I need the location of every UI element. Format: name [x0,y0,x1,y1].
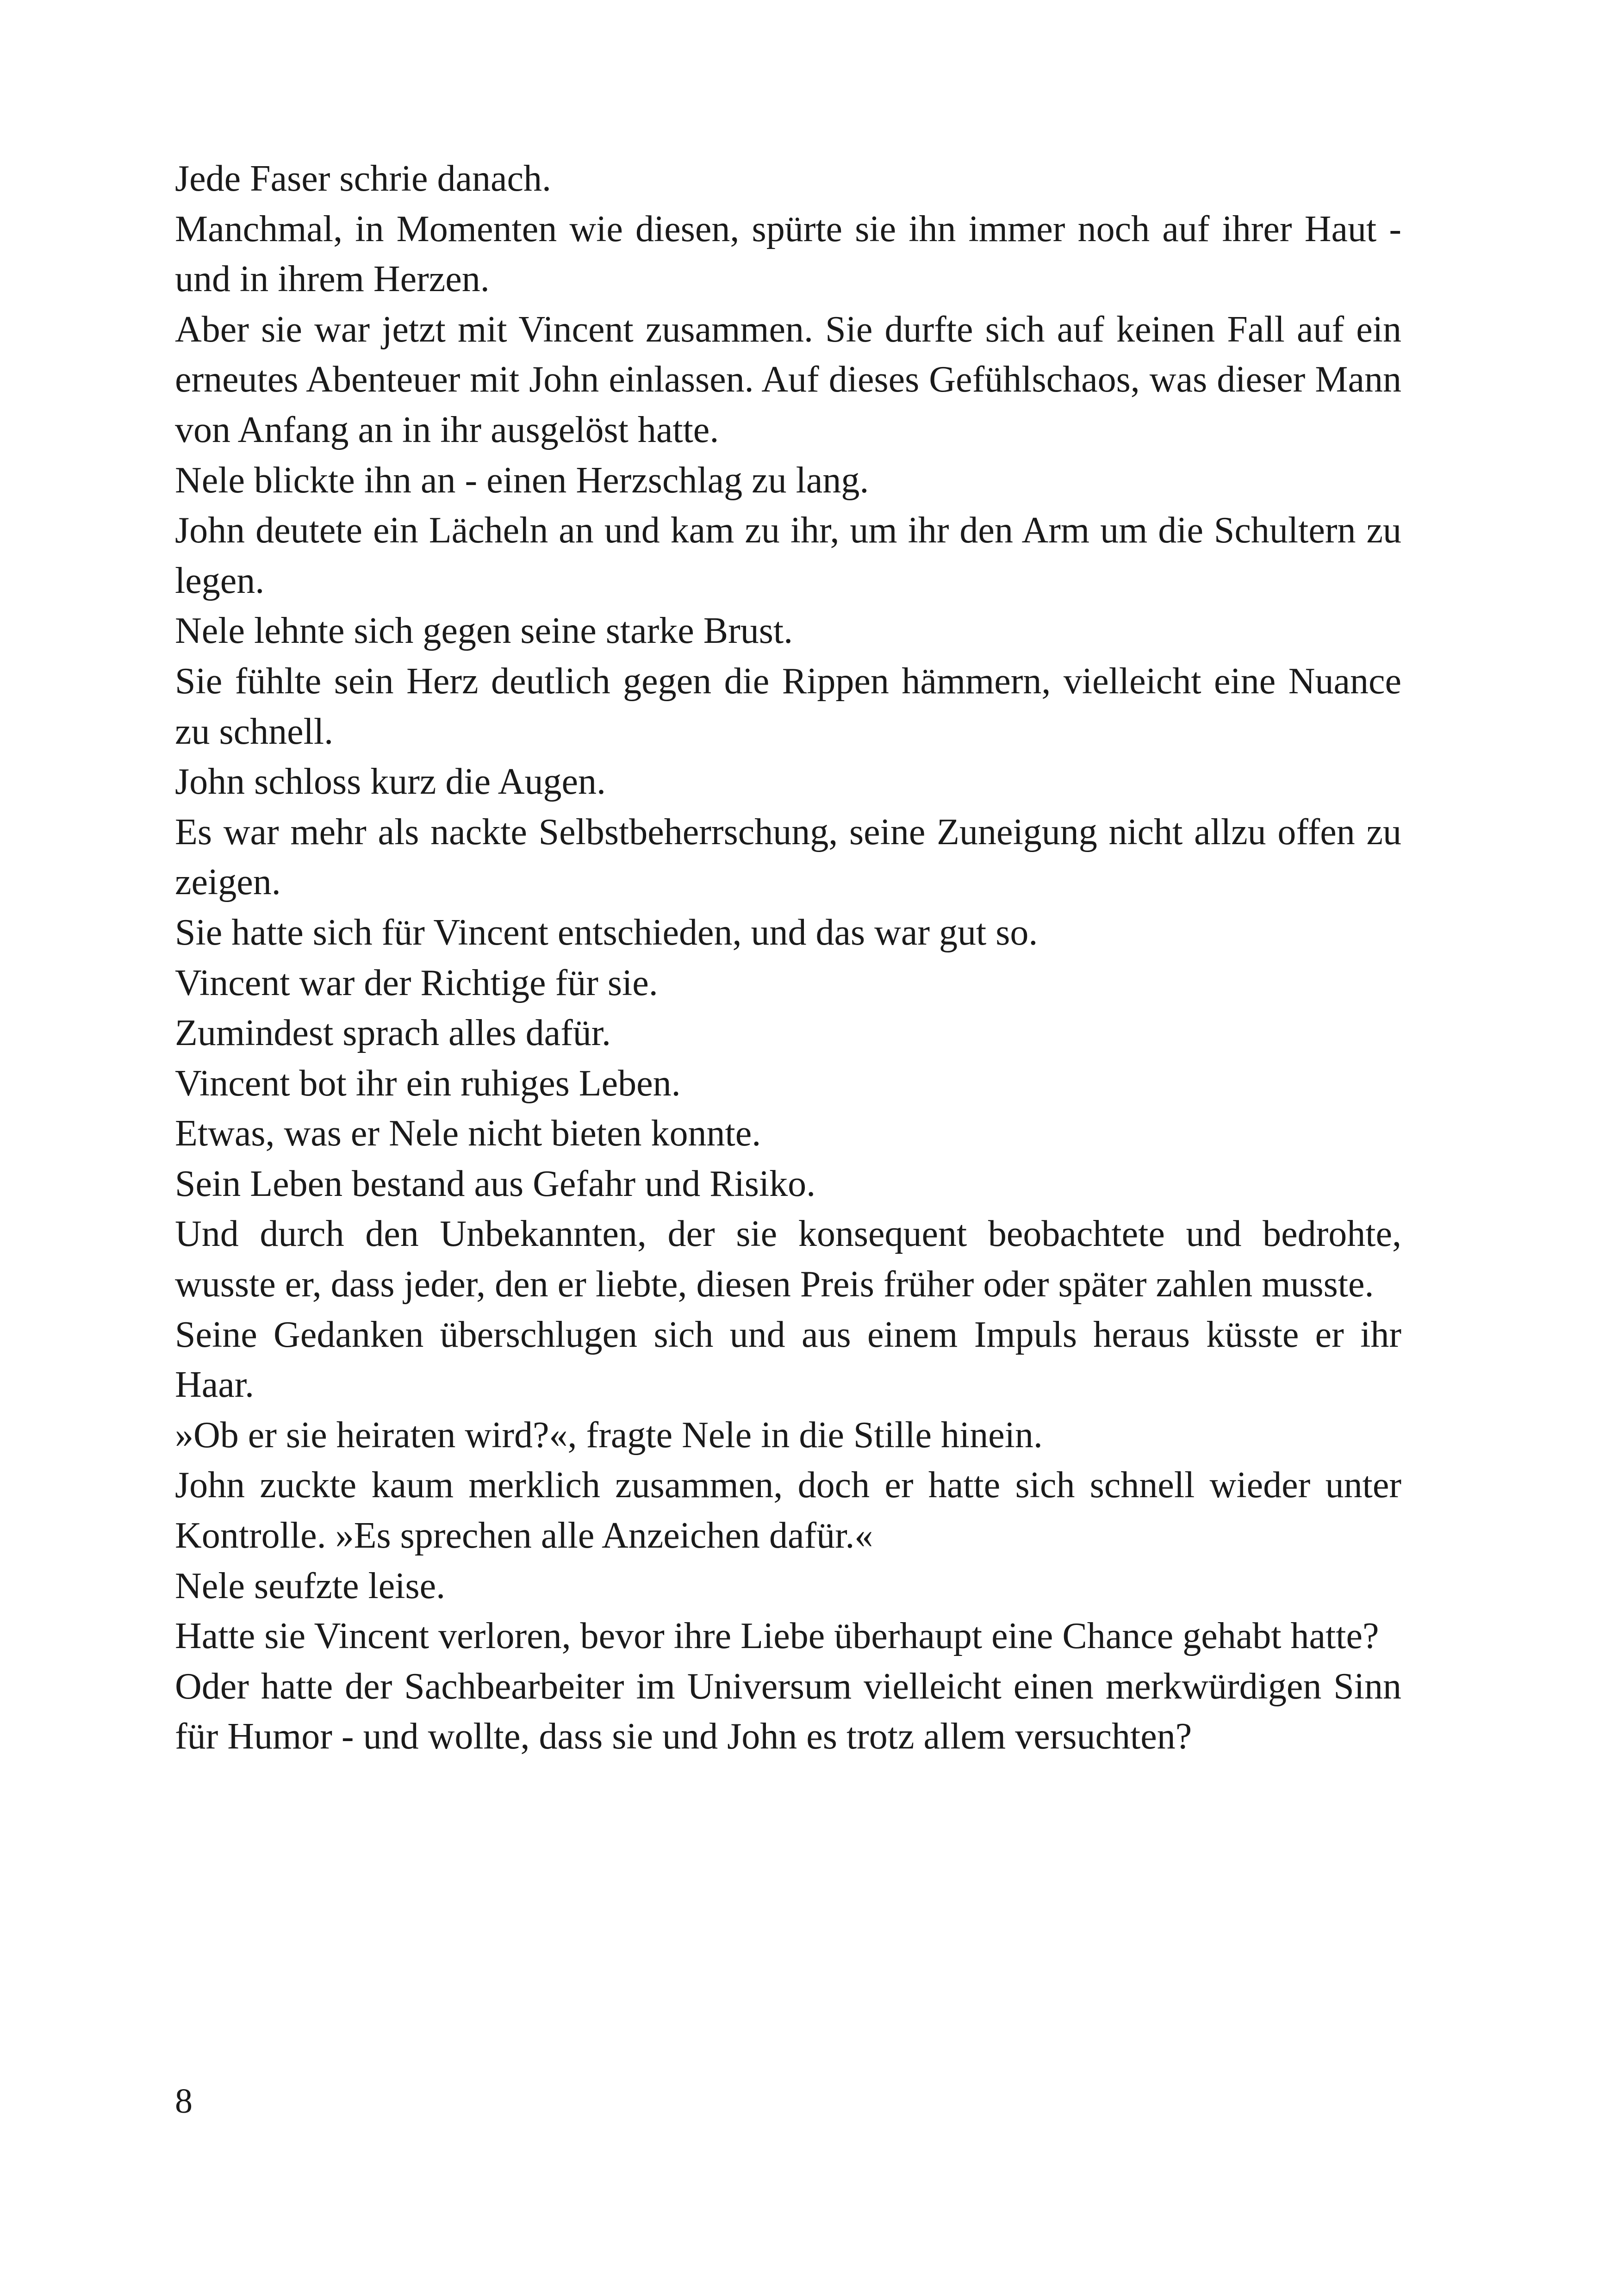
paragraph: Oder hatte der Sachbearbeiter im Universum vielleicht einen merkwürdigen Sinn für Humor - und wollte, dass sie und John es trotz allem versuchten? [175,1666,1401,1757]
paragraph: Etwas, was er Nele nicht bieten konnte. [175,1113,761,1154]
paragraph: »Ob er sie heiraten wird?«, fragte Nele in die Stille hinein. [175,1414,1043,1456]
page-number: 8 [175,2082,193,2121]
paragraph: Aber sie war jetzt mit Vincent zusammen. Sie durfte sich auf keinen Fall auf ein erneutes Abenteuer mit John einlassen. Auf dieses Gefühlschaos, was dieser Mann von Anfang an in ihr ausgelöst hatte. [175,309,1401,450]
paragraph: Hatte sie Vincent verloren, bevor ihre Liebe überhaupt eine Chance gehabt hatte? [175,1616,1379,1657]
paragraph: Zumindest sprach alles dafür. [175,1013,611,1054]
paragraph: Manchmal, in Momenten wie diesen, spürte sie ihn immer noch auf ihrer Haut - und in ihrem Herzen. [175,208,1401,300]
paragraph: Vincent war der Richtige für sie. [175,962,658,1003]
paragraph: Es war mehr als nackte Selbstbeherrschung, seine Zuneigung nicht allzu offen zu zeigen. [175,811,1401,903]
paragraph: John schloss kurz die Augen. [175,761,606,803]
paragraph: Seine Gedanken überschlugen sich und aus einem Impuls heraus küsste er ihr Haar. [175,1314,1401,1406]
paragraph: Und durch den Unbekannten, der sie konsequent beobachtete und bedrohte, wusste er, dass jeder, den er liebte, diesen Preis früher oder später zahlen musste. [175,1213,1401,1305]
paragraph: Nele seufzte leise. [175,1565,446,1606]
paragraph: Sie hatte sich für Vincent entschieden, und das war gut so. [175,912,1038,953]
paragraph: John deutete ein Lächeln an und kam zu ihr, um ihr den Arm um die Schultern zu legen. [175,510,1401,601]
body-text [175,154,1401,1762]
paragraph: John zuckte kaum merklich zusammen, doch er hatte sich schnell wieder unter Kontrolle. »Es sprechen alle Anzeichen dafür.« [175,1465,1401,1556]
paragraph: Nele blickte ihn an - einen Herzschlag zu lang. [175,460,869,501]
paragraph: Sein Leben bestand aus Gefahr und Risiko. [175,1163,816,1204]
paragraph: Nele lehnte sich gegen seine starke Brust. [175,610,793,652]
paragraph: Sie fühlte sein Herz deutlich gegen die Rippen hämmern, vielleicht eine Nuance zu schnell. [175,660,1401,752]
paragraph: Jede Faser schrie danach. [175,158,551,199]
paragraph: Vincent bot ihr ein ruhiges Leben. [175,1063,681,1104]
